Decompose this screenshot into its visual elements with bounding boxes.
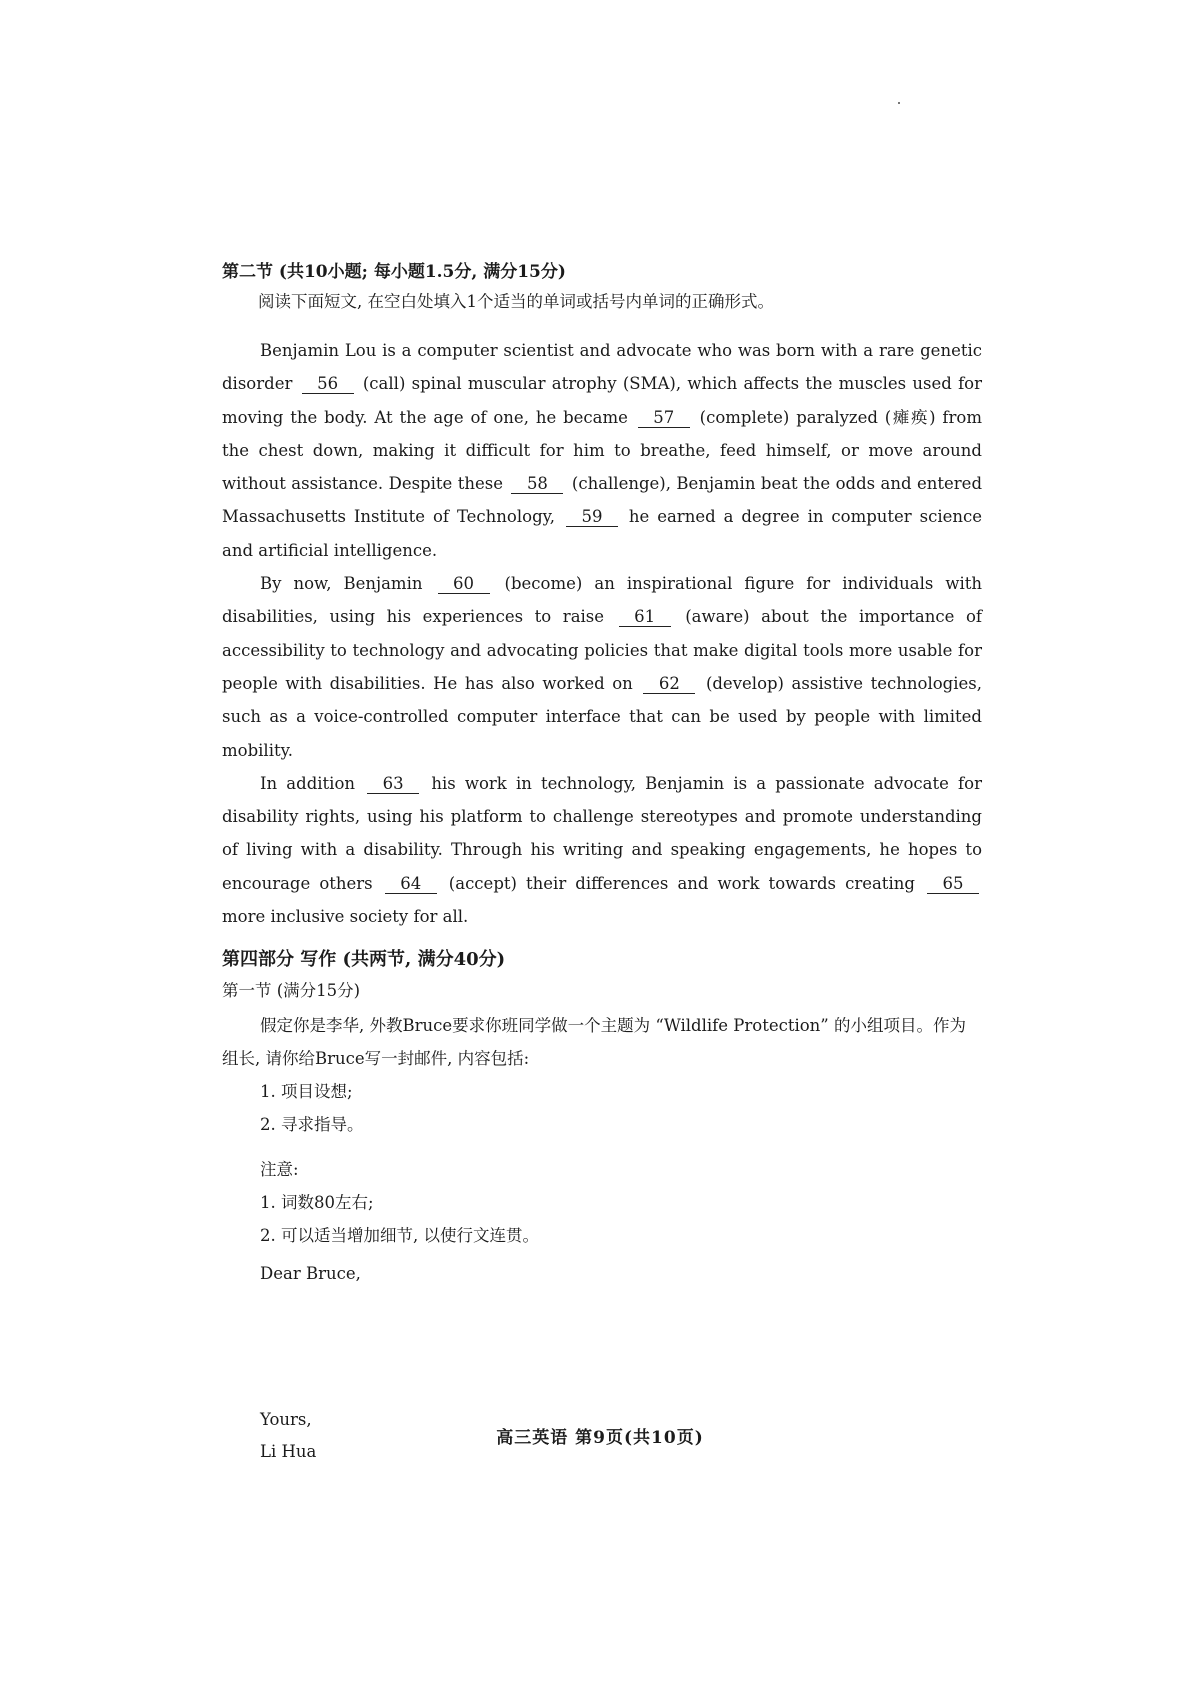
passage-text: (develop) assistive technologies, such as a voice-controlled computer interface that can be used by people with limited mobility. [222, 673, 982, 760]
letter-signature: Li Hua [260, 1442, 317, 1462]
passage-text: Benjamin Lou is a computer scientist and advocate who was born with a rare genetic disorder [222, 341, 982, 394]
blank-59: 59 [566, 508, 618, 527]
blank-65: 65 [927, 875, 979, 894]
blank-63: 63 [367, 775, 419, 794]
task-point: 1. 项目设想; [260, 1082, 353, 1102]
page-footer: 高三英语 第9页(共10页) [496, 1428, 704, 1448]
passage-paragraph-1 [222, 334, 982, 567]
blank-62: 62 [643, 675, 695, 694]
passage-text: By now, Benjamin [260, 574, 423, 594]
passage-paragraph-3 [222, 767, 982, 933]
note-item: 2. 可以适当增加细节, 以使行文连贯。 [260, 1226, 539, 1246]
passage-text: he earned a degree in computer science and artificial intelligence. [222, 507, 982, 560]
task-point: 2. 寻求指导。 [260, 1115, 364, 1135]
answer-area[interactable] [222, 1290, 982, 1404]
writing-task: 假定你是李华, 外教Bruce要求你班同学做一个主题为 “Wildlife Protection” 的小组项目。作为组长, 请你给Bruce写一封邮件, 内容包括: [222, 1016, 966, 1069]
passage-text: (challenge), Benjamin beat the odds and entered Massachusetts Institute of Technology, [222, 474, 983, 527]
section2-title: 第二节 (共10小题; 每小题1.5分, 满分15分) [222, 262, 566, 282]
letter-closing: Yours, [260, 1410, 312, 1430]
blank-56: 56 [302, 375, 354, 394]
cloze-passage [222, 334, 982, 933]
passage-text: his work in technology, Benjamin is a passionate advocate for disability rights, using his platform to challenge stereotypes and promote understanding of living with a disability. Through his writing and speaking engagements, he hopes to encourage others [222, 773, 982, 893]
blank-61: 61 [619, 608, 671, 627]
letter-salutation: Dear Bruce, [260, 1264, 361, 1284]
blank-60: 60 [438, 575, 490, 594]
blank-58: 58 [511, 475, 563, 494]
passage-text: more inclusive society for all. [222, 907, 469, 927]
part4-section1-title: 第一节 (满分15分) [222, 981, 361, 1001]
notes-title: 注意: [260, 1160, 299, 1180]
blank-57: 57 [638, 409, 690, 428]
part4-title: 第四部分 写作 (共两节, 满分40分) [222, 949, 506, 971]
scan-speck [898, 102, 900, 104]
note-item: 1. 词数80左右; [260, 1193, 374, 1213]
passage-text: In addition [260, 773, 356, 793]
section2-instruction: 阅读下面短文, 在空白处填入1个适当的单词或括号内单词的正确形式。 [258, 292, 774, 311]
passage-text: (become) an inspirational figure for individuals with disabilities, using his experiences to raise [222, 574, 982, 627]
passage-text: (accept) their differences and work towards creating [448, 873, 915, 893]
passage-text: (call) spinal muscular atrophy (SMA), which affects the muscles used for moving the body. At the age of one, he became [222, 374, 983, 427]
passage-paragraph-2 [222, 567, 982, 767]
page-content [222, 258, 982, 1468]
passage-text: (aware) about the importance of accessibility to technology and advocating policies that make digital tools more usable for people with disabilities. He has also worked on [222, 607, 982, 693]
blank-64: 64 [385, 875, 437, 894]
notes-list [222, 1186, 982, 1252]
passage-text: (complete) paralyzed (瘫痪) from the chest down, making it difficult for him to breathe, feed himself, or move around without assistance. Despite these [222, 407, 982, 494]
task-points [222, 1075, 982, 1141]
